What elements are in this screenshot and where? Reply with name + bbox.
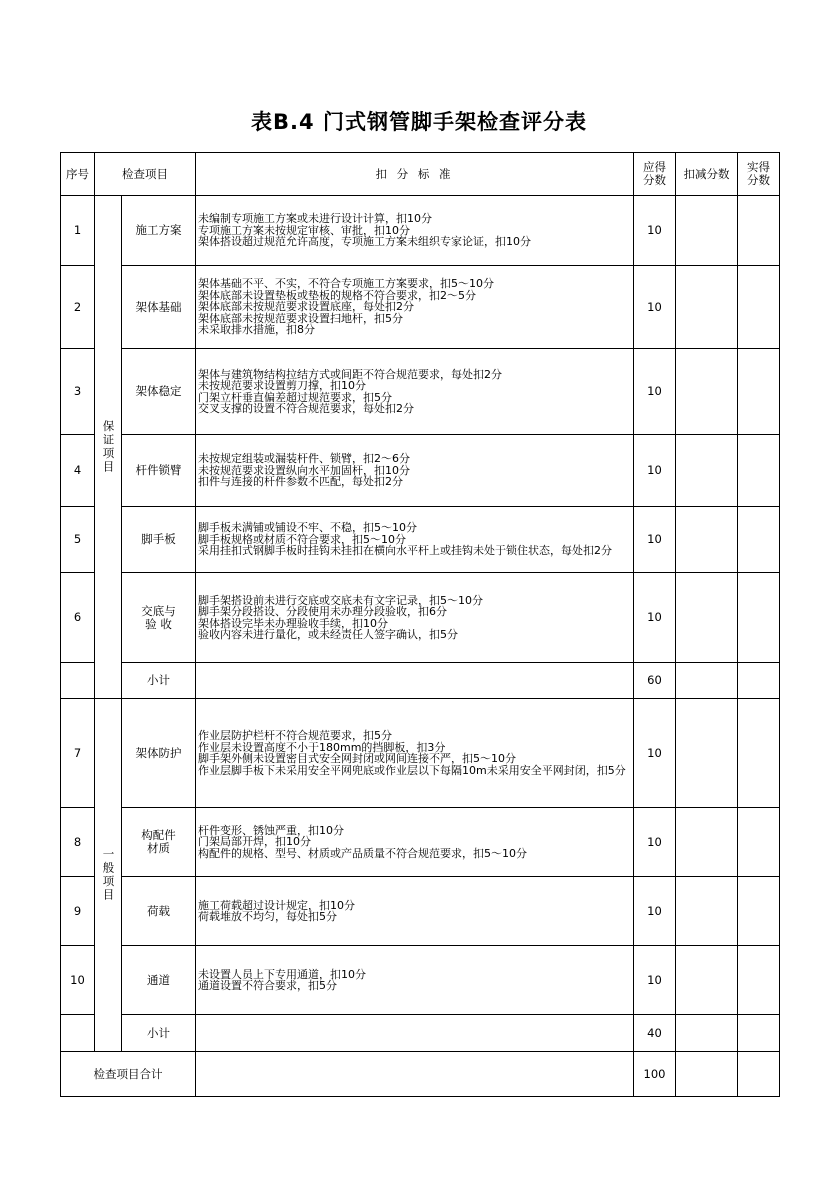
standard-line: 荷载堆放不均匀，每处扣5分	[198, 910, 337, 923]
row-due-score: 10	[634, 507, 676, 573]
table-row	[61, 196, 780, 266]
row-standard	[196, 266, 634, 349]
standard-line: 脚手板未满铺或铺设不牢、不稳，扣5～10分	[198, 521, 417, 535]
header-deduct: 扣减分数	[676, 153, 738, 196]
header-due: 应得 分数	[634, 153, 676, 196]
standard-line: 架体底部未设置垫板或垫板的规格不符合要求，扣2～5分	[198, 288, 476, 302]
row-actual-input[interactable]	[738, 699, 780, 808]
row-deduct-input[interactable]	[676, 266, 738, 349]
header-actual: 实得 分数	[738, 153, 780, 196]
standard-line: 未采取排水措施，扣8分	[198, 323, 315, 337]
row-standard	[196, 573, 634, 663]
row-due-score: 10	[634, 946, 676, 1015]
row-due-score: 10	[634, 808, 676, 877]
row-item-name: 构配件 材质	[122, 808, 196, 877]
row-actual-input[interactable]	[738, 946, 780, 1015]
row-due-score: 10	[634, 573, 676, 663]
table-row	[61, 266, 780, 349]
standard-line: 未设置人员上下专用通道，扣10分	[198, 967, 366, 981]
header-row	[61, 153, 780, 196]
row-deduct-input[interactable]	[676, 699, 738, 808]
row-standard	[196, 946, 634, 1015]
row-deduct-input[interactable]	[676, 946, 738, 1015]
header-seq: 序号	[61, 153, 95, 196]
row-item-name: 施工方案	[122, 196, 196, 266]
subtotal-actual-input[interactable]	[738, 663, 780, 699]
row-seq: 3	[61, 349, 95, 435]
row-item-name: 架体稳定	[122, 349, 196, 435]
subtotal-seq	[61, 663, 95, 699]
standard-line: 杆件变形、锈蚀严重，扣10分	[198, 823, 344, 837]
group-label: 保证项目	[101, 420, 116, 474]
row-deduct-input[interactable]	[676, 573, 738, 663]
standard-line: 脚手板规格或材质不符合要求，扣5～10分	[198, 532, 406, 546]
subtotal-due: 40	[634, 1015, 676, 1052]
total-standard	[196, 1052, 634, 1097]
standard-line: 扣件与连接的杆件参数不匹配，每处扣2分	[198, 475, 403, 489]
row-seq: 7	[61, 699, 95, 808]
subtotal-deduct-input[interactable]	[676, 1015, 738, 1052]
row-actual-input[interactable]	[738, 877, 780, 946]
row-seq: 1	[61, 196, 95, 266]
standard-line: 通道设置不符合要求，扣5分	[198, 979, 337, 992]
row-standard	[196, 808, 634, 877]
total-deduct-input[interactable]	[676, 1052, 738, 1097]
group-general	[95, 699, 122, 1052]
standard-line: 脚手架外侧未设置密目式安全网封闭或网间连接不严，扣5～10分	[198, 752, 516, 765]
table-row	[61, 573, 780, 663]
standard-line: 架体基础不平、不实，不符合专项施工方案要求，扣5～10分	[198, 277, 494, 291]
table-row	[61, 877, 780, 946]
row-standard	[196, 699, 634, 808]
row-actual-input[interactable]	[738, 266, 780, 349]
standard-line: 架体搭设超过规范允许高度，专项施工方案未组织专家论证，扣10分	[198, 235, 531, 249]
standard-line: 未按规范要求设置纵向水平加固杆，扣10分	[198, 463, 410, 477]
row-item-name: 脚手板	[122, 507, 196, 573]
table-row	[61, 435, 780, 507]
group-guarantee	[95, 196, 122, 699]
row-actual-input[interactable]	[738, 507, 780, 573]
row-actual-input[interactable]	[738, 573, 780, 663]
score-table	[60, 152, 780, 1097]
row-standard	[196, 196, 634, 266]
group-label: 一般项目	[101, 848, 116, 902]
row-due-score: 10	[634, 699, 676, 808]
row-item-name: 架体基础	[122, 266, 196, 349]
subtotal-due: 60	[634, 663, 676, 699]
subtotal-label: 小计	[122, 663, 196, 699]
standard-line: 脚手架分段搭设、分段使用未办理分段验收，扣6分	[198, 605, 447, 618]
row-standard	[196, 507, 634, 573]
standard-line: 架体搭设完毕未办理验收手续，扣10分	[198, 616, 388, 630]
row-deduct-input[interactable]	[676, 435, 738, 507]
row-seq: 2	[61, 266, 95, 349]
subtotal-deduct-input[interactable]	[676, 663, 738, 699]
standard-line: 门架立杆垂直偏差超过规范要求，扣5分	[198, 390, 392, 404]
total-actual-input[interactable]	[738, 1052, 780, 1097]
standard-line: 作业层脚手板下未采用安全平网兜底或作业层以下每隔10m未采用安全平网封闭，扣5分	[198, 763, 626, 777]
standard-line: 验收内容未进行量化，或未经责任人签字确认，扣5分	[198, 628, 458, 641]
row-deduct-input[interactable]	[676, 349, 738, 435]
row-actual-input[interactable]	[738, 196, 780, 266]
table-row	[61, 699, 780, 808]
subtotal-actual-input[interactable]	[738, 1015, 780, 1052]
standard-line: 交叉支撑的设置不符合规范要求，每处扣2分	[198, 402, 414, 415]
standard-line: 构配件的规格、型号、材质或产品质量不符合规范要求，扣5～10分	[198, 846, 527, 860]
row-deduct-input[interactable]	[676, 507, 738, 573]
row-standard	[196, 435, 634, 507]
standard-line: 未按规定组装或漏装杆件、锁臂，扣2～6分	[198, 452, 410, 466]
table-row	[61, 507, 780, 573]
page-title: 表B.4 门式钢管脚手架检查评分表	[251, 110, 587, 134]
row-due-score: 10	[634, 349, 676, 435]
header-item: 检查项目	[95, 153, 196, 196]
row-actual-input[interactable]	[738, 349, 780, 435]
row-deduct-input[interactable]	[676, 877, 738, 946]
standard-line: 架体底部未按规范要求设置底座，每处扣2分	[198, 300, 414, 314]
standard-line: 架体底部未按规范要求设置扫地杆，扣5分	[198, 311, 403, 325]
row-item-name: 杆件锁臂	[122, 435, 196, 507]
subtotal-row	[61, 1015, 780, 1052]
standard-line: 门架局部开焊，扣10分	[198, 835, 311, 849]
header-standard: 扣 分 标 准	[196, 153, 634, 196]
row-actual-input[interactable]	[738, 435, 780, 507]
subtotal-standard	[196, 663, 634, 699]
row-deduct-input[interactable]	[676, 196, 738, 266]
row-deduct-input[interactable]	[676, 808, 738, 877]
subtotal-row	[61, 663, 780, 699]
row-seq: 10	[61, 946, 95, 1015]
subtotal-label: 小计	[122, 1015, 196, 1052]
row-due-score: 10	[634, 877, 676, 946]
standard-line: 采用挂扣式钢脚手板时挂钩未挂扣在横向水平杆上或挂钩未处于锁住状态，每处扣2分	[198, 544, 612, 558]
row-standard	[196, 349, 634, 435]
row-due-score: 10	[634, 196, 676, 266]
row-item-name: 荷载	[122, 877, 196, 946]
subtotal-standard	[196, 1015, 634, 1052]
standard-line: 作业层未设置高度不小于180mm的挡脚板，扣3分	[198, 740, 446, 754]
subtotal-seq	[61, 1015, 95, 1052]
row-due-score: 10	[634, 266, 676, 349]
standard-line: 脚手架搭设前未进行交底或交底未有文字记录，扣5～10分	[198, 593, 483, 607]
row-due-score: 10	[634, 435, 676, 507]
table-row	[61, 349, 780, 435]
row-item-name: 架体防护	[122, 699, 196, 808]
standard-line: 专项施工方案未按规定审核、审批，扣10分	[198, 223, 410, 237]
standard-line: 施工荷载超过设计规定，扣10分	[198, 898, 355, 912]
standard-line: 架体与建筑物结构拉结方式或间距不符合规范要求，每处扣2分	[198, 367, 502, 381]
standard-line: 作业层防护栏杆不符合规范要求，扣5分	[198, 729, 392, 742]
table-row	[61, 946, 780, 1015]
total-row	[61, 1052, 780, 1097]
row-standard	[196, 877, 634, 946]
row-item-name: 通道	[122, 946, 196, 1015]
row-seq: 9	[61, 877, 95, 946]
row-seq: 4	[61, 435, 95, 507]
standard-line: 未按规范要求设置剪刀撑，扣10分	[198, 379, 366, 392]
total-label: 检查项目合计	[61, 1052, 196, 1097]
standard-line: 未编制专项施工方案或未进行设计计算，扣10分	[198, 212, 432, 226]
row-seq: 5	[61, 507, 95, 573]
row-item-name: 交底与 验 收	[122, 573, 196, 663]
total-due: 100	[634, 1052, 676, 1097]
table-row	[61, 808, 780, 877]
row-seq: 6	[61, 573, 95, 663]
row-actual-input[interactable]	[738, 808, 780, 877]
row-seq: 8	[61, 808, 95, 877]
